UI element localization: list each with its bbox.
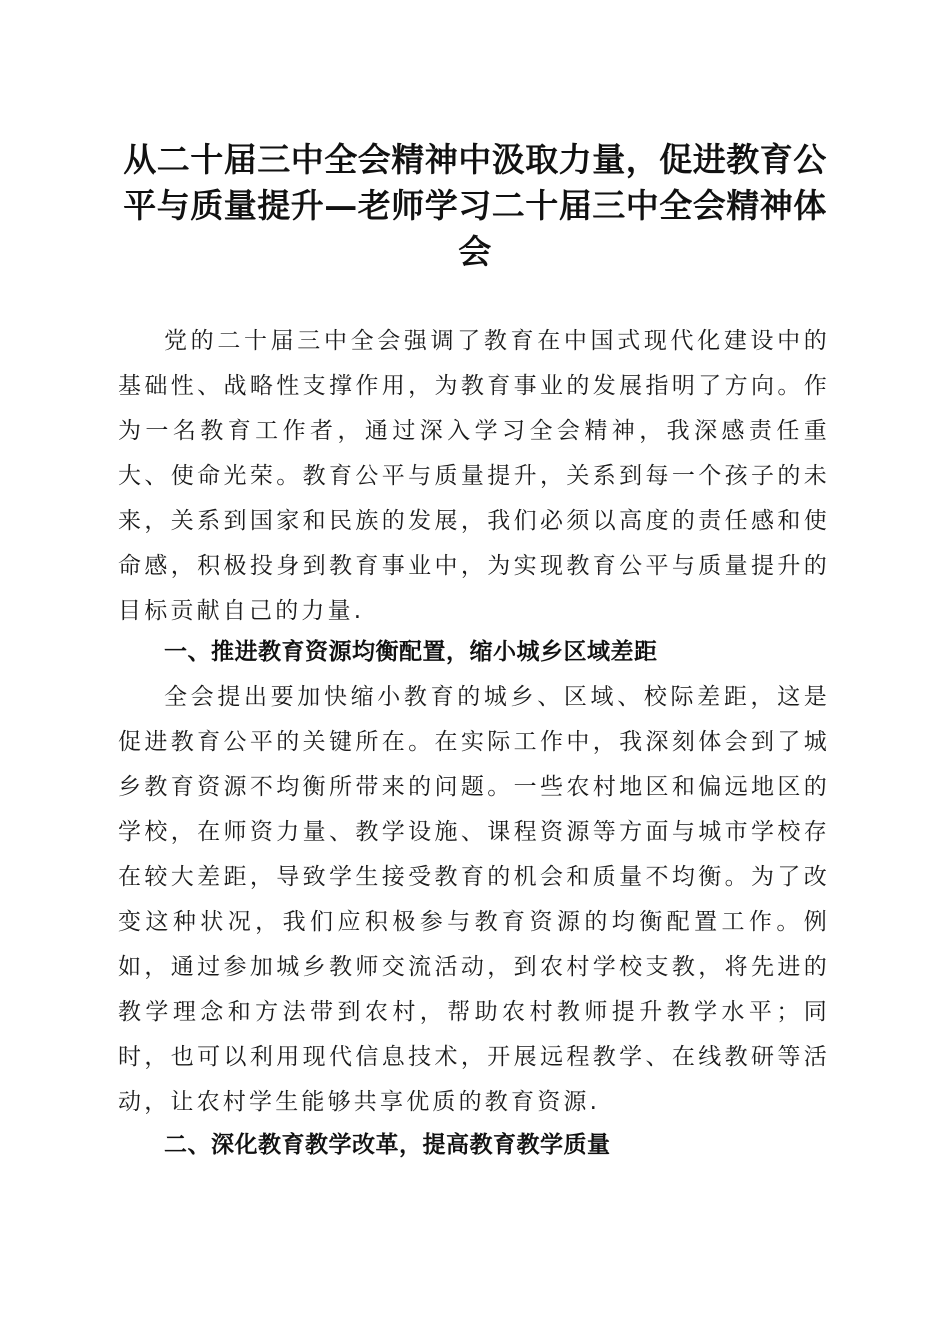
section-heading-1: 一、推进教育资源均衡配置，缩小城乡区域差距 [164,639,658,665]
paragraph-intro: 党的二十届三中全会强调了教育在中国式现代化建设中的基础性、战略性支撑作用，为教育事业的发展指明了方向。作为一名教育工作者，通过深入学习全会精神，我深感责任重大、使命光荣。教育公平与质量提升，关系到每一个孩子的未来，关系到国家和民族的发展，我们必须以高度的责任感和使命感，积极投身到教育事业中，为实现教育公平与质量提升的目标贡献自己的力量. [118,328,830,624]
paragraph-section-1: 全会提出要加快缩小教育的城乡、区域、校际差距，这是促进教育公平的关键所在。在实际工作中，我深刻体会到了城乡教育资源不均衡所带来的问题。一些农村地区和偏远地区的学校，在师资力量、教学设施、课程资源等方面与城市学校存在较大差距，导致学生接受教育的机会和质量不均衡。为了改变这种状况，我们应积极参与教育资源的均衡配置工作。例如，通过参加城乡教师交流活动，到农村学校支教，将先进的教学理念和方法带到农村，帮助农村教师提升教学水平；同时，也可以利用现代信息技术，开展远程教学、在线教研等活动，让农村学生能够共享优质的教育资源. [118,684,830,1115]
document-title: 从二十届三中全会精神中汲取力量，促进教育公平与质量提升—老师学习二十届三中全会精神体会 [123,140,827,271]
section-heading-2: 二、深化教育教学改革，提高教育教学质量 [164,1132,611,1158]
